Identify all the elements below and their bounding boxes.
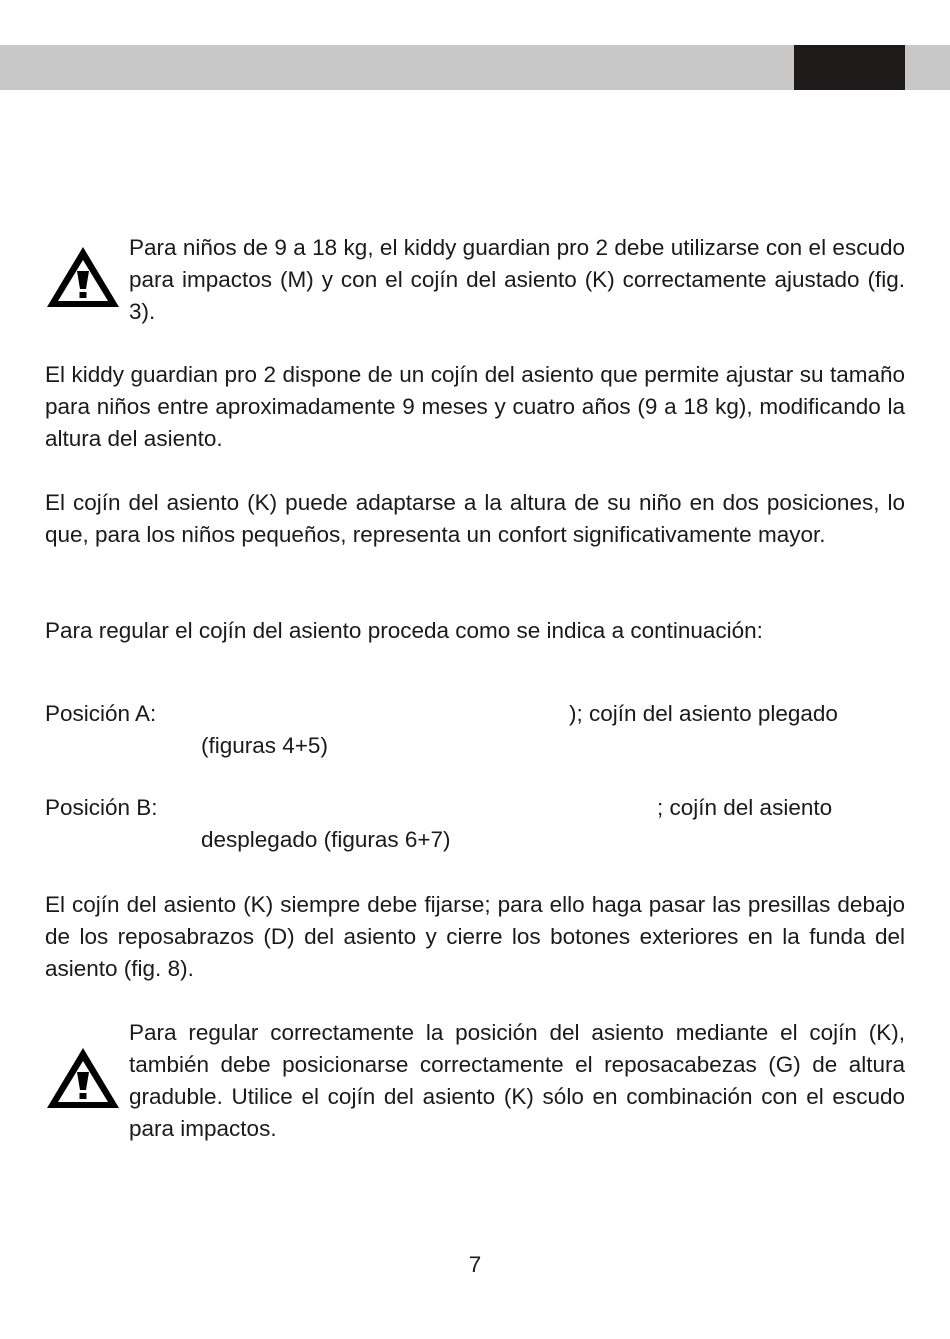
warning-text-2: Para regular correctamente la posición del asiento mediante el cojín (K), también debe posicionarse correctamente el reposacabezas (G) de altura graduble. Utilice el cojín del asiento (K) sólo en combinación con el escudo para impactos. [129, 1020, 905, 1141]
header-tab-block [794, 45, 905, 90]
page-number: 7 [468, 1252, 482, 1277]
paragraph-seat-cushion-intro: El kiddy guardian pro 2 dispone de un cojín del asiento que permite ajustar su tamaño para niños entre aproximadamente 9 meses y cuatro años (9 a 18 kg), modificando la altura del asiento. [45, 362, 905, 451]
position-b-label: Posición B: [45, 795, 158, 820]
warning-text-1: Para niños de 9 a 18 kg, el kiddy guardian pro 2 debe utilizarse con el escudo para impactos (M) y con el cojín del asiento (K) correctamente ajustado (fig. 3). [129, 235, 905, 324]
warning-triangle-icon [45, 245, 121, 309]
warning-triangle-icon [45, 1046, 121, 1110]
paragraph-fix-cushion: El cojín del asiento (K) siempre debe fijarse; para ello haga pasar las presillas debajo de los reposabrazos (D) del asiento y cierre los botones exteriores en la funda del asiento (fig. 8). [45, 892, 905, 981]
paragraph-two-positions: El cojín del asiento (K) puede adaptarse a la altura de su niño en dos posiciones, lo que, para los niños pequeños, representa un confort significativamente mayor. [45, 490, 905, 547]
paragraph-adjust-instructions: Para regular el cojín del asiento proceda como se indica a continuación: [45, 618, 763, 643]
position-a-text: ); cojín del asiento plegado [569, 701, 838, 726]
position-a-label: Posición A: [45, 701, 157, 726]
position-a-continuation: (figuras 4+5) [201, 733, 328, 758]
position-b-text: ; cojín del asiento [657, 795, 833, 820]
position-b-continuation: desplegado (figuras 6+7) [201, 827, 451, 852]
